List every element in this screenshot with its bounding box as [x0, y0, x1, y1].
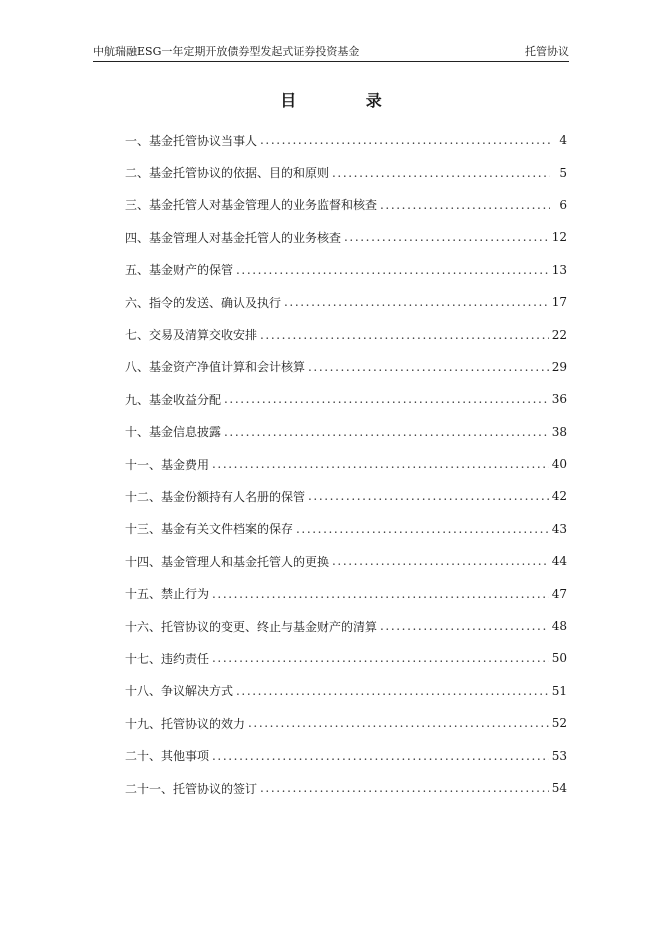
page-header: [93, 44, 569, 62]
toc-leader-dots: [260, 328, 549, 342]
toc-leader-dots: [332, 554, 549, 568]
table-of-contents: [125, 124, 567, 804]
toc-entry-page: 42: [551, 489, 567, 504]
toc-entry[interactable]: [125, 675, 567, 707]
toc-entry[interactable]: [125, 416, 567, 448]
toc-entry-label: 十一、基金费用: [125, 457, 210, 472]
toc-leader-dots: [380, 198, 550, 212]
toc-entry[interactable]: [125, 221, 567, 253]
toc-entry-page: 5: [559, 165, 567, 180]
toc-entry-page: 44: [551, 554, 567, 569]
toc-entry-page: 13: [551, 262, 567, 277]
toc-title: 目 录: [280, 91, 414, 110]
toc-leader-dots: [308, 360, 549, 374]
toc-leader-dots: [224, 392, 549, 406]
toc-entry-label: 十八、争议解决方式: [125, 684, 234, 699]
toc-entry-label: 三、基金托管人对基金管理人的业务监督和核查: [125, 198, 378, 213]
toc-leader-dots: [212, 749, 549, 763]
toc-leader-dots: [332, 166, 550, 180]
toc-entry-page: 50: [551, 651, 567, 666]
toc-entry-label: 二十、其他事项: [125, 749, 210, 764]
toc-entry-page: 12: [551, 230, 567, 245]
toc-leader-dots: [212, 457, 549, 471]
toc-leader-dots: [224, 425, 549, 439]
toc-entry-page: 29: [551, 359, 567, 374]
toc-entry-page: 38: [551, 424, 567, 439]
toc-leader-dots: [308, 489, 549, 503]
toc-leader-dots: [344, 230, 549, 244]
toc-entry-page: 22: [551, 327, 567, 342]
toc-entry-page: 52: [551, 716, 567, 731]
toc-entry[interactable]: [125, 707, 567, 739]
toc-entry[interactable]: [125, 286, 567, 318]
toc-entry[interactable]: [125, 351, 567, 383]
toc-leader-dots: [260, 133, 550, 147]
toc-entry-label: 十七、违约责任: [125, 651, 210, 666]
toc-entry[interactable]: [125, 642, 567, 674]
toc-leader-dots: [236, 263, 549, 277]
toc-entry[interactable]: [125, 318, 567, 350]
toc-entry[interactable]: [125, 480, 567, 512]
toc-entry-label: 十九、托管协议的效力: [125, 716, 246, 731]
toc-entry-page: 53: [551, 748, 567, 763]
toc-entry-label: 一、基金托管协议当事人: [125, 133, 258, 148]
toc-entry-page: 47: [551, 586, 567, 601]
toc-leader-dots: [248, 716, 549, 730]
toc-entry-label: 十二、基金份额持有人名册的保管: [125, 489, 306, 504]
toc-entry-label: 十五、禁止行为: [125, 587, 210, 602]
toc-entry-page: 40: [551, 457, 567, 472]
header-doc-type: 托管协议: [525, 45, 569, 58]
toc-entry-label: 十六、托管协议的变更、终止与基金财产的清算: [125, 619, 378, 634]
toc-entry[interactable]: [125, 189, 567, 221]
toc-entry[interactable]: [125, 383, 567, 415]
toc-leader-dots: [380, 619, 549, 633]
toc-entry-page: 36: [551, 392, 567, 407]
toc-leader-dots: [212, 587, 549, 601]
toc-entry-page: 54: [551, 781, 567, 795]
toc-entry[interactable]: [125, 124, 567, 156]
toc-entry-label: 二十一、托管协议的签订: [125, 781, 258, 796]
toc-entry[interactable]: [125, 545, 567, 577]
toc-entry-page: 17: [551, 295, 567, 310]
toc-entry[interactable]: [125, 610, 567, 642]
toc-entry-label: 九、基金收益分配: [125, 392, 222, 407]
toc-entry-label: 二、基金托管协议的依据、目的和原则: [125, 166, 330, 181]
toc-leader-dots: [260, 781, 549, 795]
toc-entry-label: 八、基金资产净值计算和会计核算: [125, 360, 306, 375]
toc-entry-page: 48: [551, 619, 567, 634]
toc-entry-label: 十、基金信息披露: [125, 425, 222, 440]
toc-entry-page: 51: [551, 683, 567, 698]
toc-entry[interactable]: [125, 448, 567, 480]
toc-leader-dots: [212, 651, 549, 665]
toc-entry-label: 十四、基金管理人和基金托管人的更换: [125, 554, 330, 569]
toc-entry-label: 七、交易及清算交收安排: [125, 328, 258, 343]
toc-entry-page: 6: [559, 197, 567, 212]
toc-entry[interactable]: [125, 254, 567, 286]
toc-entry[interactable]: [125, 772, 567, 804]
toc-entry-label: 四、基金管理人对基金托管人的业务核查: [125, 230, 342, 245]
toc-leader-dots: [296, 522, 549, 536]
toc-leader-dots: [236, 684, 549, 698]
toc-entry-label: 五、基金财产的保管: [125, 263, 234, 278]
toc-leader-dots: [284, 295, 549, 309]
toc-entry[interactable]: [125, 577, 567, 609]
toc-entry-label: 十三、基金有关文件档案的保存: [125, 522, 294, 537]
toc-entry-page: 43: [551, 521, 567, 536]
toc-entry[interactable]: [125, 513, 567, 545]
header-fund-name: 中航瑞融ESG一年定期开放债券型发起式证券投资基金: [93, 45, 360, 58]
toc-entry[interactable]: [125, 156, 567, 188]
toc-entry-label: 六、指令的发送、确认及执行: [125, 295, 282, 310]
toc-entry[interactable]: [125, 739, 567, 771]
toc-entry-page: 4: [559, 133, 567, 148]
